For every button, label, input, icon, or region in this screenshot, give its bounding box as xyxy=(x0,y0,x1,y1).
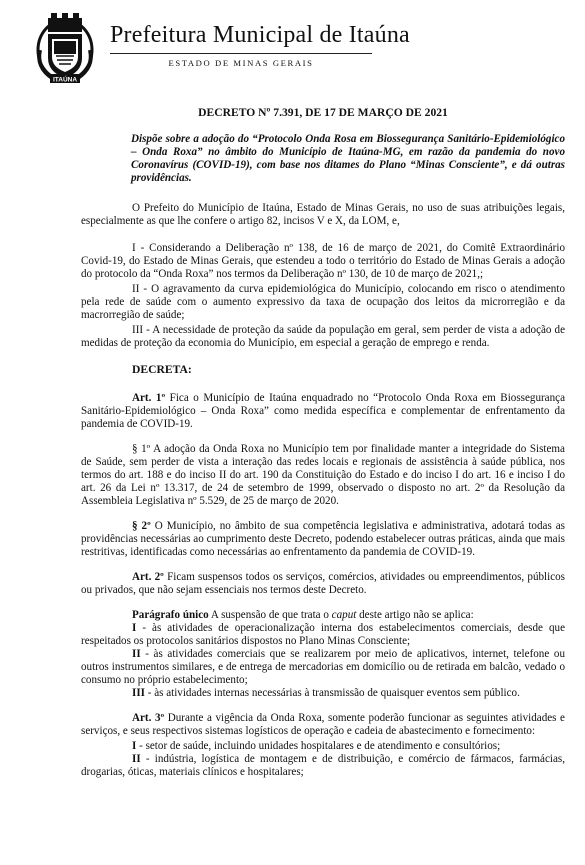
paragraph-1-text: A adoção da Onda Roxa no Município tem por finalidade manter a integridade do Sistema de Saúde, sem perder de vista a interação das redes locais e regionais de assistência à saúde pública, nos termos do art. 188 e do inciso II do art. 190 da Constituição do Estado e do inciso I do art. 16 e inciso I do art. 26 da Lei nº 13.317, de 24 de setembro de 1999, observado o disposto no art. 2º da Resolução da Assembleia Legislativa nº 5.529, de 25 de março de 2020. xyxy=(81,443,565,507)
article-3 xyxy=(81,712,565,738)
sole-paragraph-text-a: A suspensão de que trata o xyxy=(208,609,332,621)
item-2-label: II xyxy=(132,648,141,660)
paragraph-1-label: § 1º xyxy=(132,443,151,455)
art3-item-2-text: - indústria, logística de montagem e de distribuição, e comércio de fármacos, farmácias, drogarias, óticas, materiais clínicos e hospitalares; xyxy=(81,753,565,778)
considerando-3: III - A necessidade de proteção da saúde da população em geral, sem perder de vista a adoção de medidas de proteção da economia do Município, em especial a geração de emprego e renda. xyxy=(81,324,565,349)
article-2 xyxy=(81,571,565,597)
sole-paragraph-caput: caput xyxy=(331,609,357,621)
decree-title: DECRETO Nº 7.391, DE 17 DE MARÇO DE 2021 xyxy=(198,106,448,119)
item-1-label: I xyxy=(132,622,137,634)
preamble: O Prefeito do Município de Itaúna, Estado de Minas Gerais, no uso de suas atribuições legais, especialmente as que lhe confere o artigo 82, incisos V e X, da LOM, e, xyxy=(81,202,565,227)
article-3-item-1 xyxy=(81,740,565,753)
decree-ementa: Dispõe sobre a adoção do “Protocolo Onda Rosa em Biossegurança Sanitário-Epidemiológico – Onda Roxa” no âmbito do Município de Itaúna-MG, em razão da pandemia do novo Coronavírus (COVID-19), com base nos ditames do Plano “Minas Consciente”, e dá outras providências. xyxy=(131,133,565,184)
article-1-label: Art. 1º xyxy=(132,392,166,404)
considerando-2: II - O agravamento da curva epidemiológica do Município, colocando em risco o atendimento pela rede de saúde com o aumento expressivo da taxa de ocupação dos leitos da microrregião e da macrorregião de saúde; xyxy=(81,283,565,321)
item-3-text: - às atividades internas necessárias à transmissão de quaisquer eventos sem público. xyxy=(144,687,520,699)
item-1-text: - às atividades de operacionalização interna dos estabelecimentos comerciais, desde que respeitados os protocolos sanitários dispostos no Plano Minas Consciente; xyxy=(81,622,565,647)
decreta-heading: DECRETA: xyxy=(132,363,192,376)
sole-paragraph-text-b: deste artigo não se aplica: xyxy=(356,609,474,621)
sole-paragraph-item-1 xyxy=(81,622,565,648)
paragraph-2-label: § 2º xyxy=(132,520,151,532)
paragraph-2-text: O Município, no âmbito de sua competência legislativa e administrativa, adotará todas as providências necessárias ao cumprimento deste Decreto, podendo estabelecer outras práticas, ainda que mais restritivas, identificadas como necessárias ao enfrentamento da pandemia de COVID-19. xyxy=(81,520,566,558)
org-subtitle: ESTADO DE MINAS GERAIS xyxy=(168,58,314,68)
seal-banner-text: ITAÚNA xyxy=(52,76,78,84)
org-title: Prefeitura Municipal de Itaúna xyxy=(110,22,410,48)
sole-paragraph-label: Parágrafo único xyxy=(132,609,209,621)
item-3-label: III xyxy=(132,687,145,699)
art3-item-2-label: II xyxy=(132,753,141,765)
item-2-text: - às atividades comerciais que se realizarem por meio de aplicativos, internet, telefone ou outros instrumentos similares, e de entrega de mercadorias em domicílio ou de retirada em balcão, vedado o consumo no próprio estabelecimento; xyxy=(81,648,565,686)
article-2-label: Art. 2º xyxy=(132,571,164,583)
header-divider xyxy=(110,53,372,54)
article-1-paragraph-2 xyxy=(81,520,565,559)
article-1-paragraph-1 xyxy=(81,443,565,508)
sole-paragraph-item-3 xyxy=(81,687,565,700)
article-3-text: Durante a vigência da Onda Roxa, somente poderão funcionar as seguintes atividades e serviços, e seus respectivos sistemas logísticos de operação e cadeia de abastecimento e fornecimento: xyxy=(81,712,565,737)
considerando-1: I - Considerando a Deliberação nº 138, de 16 de março de 2021, do Comitê Extraordinário Covid-19, do Estado de Minas Gerais, que estendeu a todo o território do Estado de Minas Gerais a adoção do protocolo da “Onda Roxa” nos termos da Deliberação nº 130, de 10 de março de 2021,; xyxy=(81,242,565,280)
article-2-text: Ficam suspensos todos os serviços, comércios, atividades ou empreendimentos, públicos ou privados, que não sejam essenciais nos termos deste Decreto. xyxy=(81,571,565,596)
coat-of-arms-seal-icon xyxy=(32,12,98,84)
article-1 xyxy=(81,392,565,431)
sole-paragraph xyxy=(81,609,565,622)
article-3-label: Art. 3º xyxy=(132,712,165,724)
document-header xyxy=(0,0,585,95)
article-1-text: Fica o Município de Itaúna enquadrado no “Protocolo Onda Roxa em Biossegurança Sanitário-Epidemiológico – Onda Roxa” como medida específica e complementar de enfrentamento da pandemia de COVID-19. xyxy=(81,392,566,430)
article-3-item-2 xyxy=(81,753,565,779)
decree-body xyxy=(81,106,565,779)
sole-paragraph-item-2 xyxy=(81,648,565,687)
art3-item-1-label: I xyxy=(132,740,137,752)
art3-item-1-text: - setor de saúde, incluindo unidades hospitalares e de atendimento e consultórios; xyxy=(136,740,501,752)
